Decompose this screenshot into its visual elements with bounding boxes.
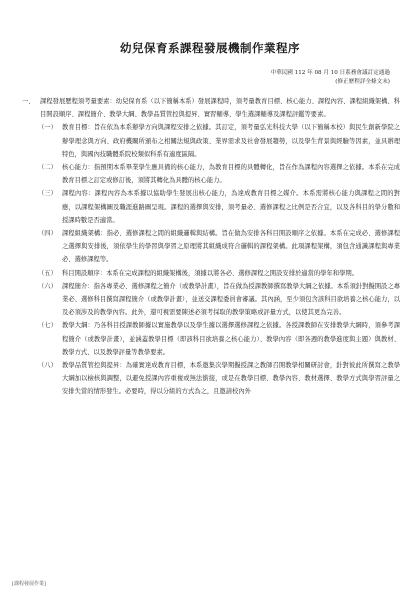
item-text: 核心能力：指預期本系畢業學生應具備的核心能力，為教育目標的具體轉化，旨在作為課程內容選擇之依據。本系在完成教育目標之訂定或修訂後，須將其轉化為具體的核心能力。: [62, 164, 400, 185]
list-item: [22, 319, 400, 359]
item-number: （二）: [38, 164, 57, 172]
section-text: 課程發展歷程須考量要素：幼兒保育系（以下簡稱本系）發展課程時，須考量教育目標、核心能力、課程內容、課程組織架構、科目開設順序、課程簡介、教學大綱、教學品質管控與提昇、實習輔導、學生選課輔導及課程評鑑等要素。: [40, 98, 400, 119]
item-text: 課程簡介：指各專業必、選修課程之簡介（或教學計畫），旨在做為授課教師撰寫教學大綱之依據。本系須針對擬開設之專業必、選修科目撰寫課程簡介（或教學計畫），並送交課程委員會審議。其內涵，至少須包含該科目欲培養之核心能力，以及必須涉及的教學內容。此外，還可視需要陳述必須考採取的教學策略或評量方式，以使其更為完善。: [62, 282, 400, 317]
list-item: [22, 267, 400, 280]
list-item: [22, 121, 400, 161]
item-number: （五）: [38, 269, 57, 277]
item-number: （六）: [38, 282, 57, 290]
item-text: 教學品質管控與提昇：為確實達成教育目標，本系邀集次學期擬授課之教師召開教學相關研討會，針對彼此所撰寫之教學大綱加以檢核與調整，以避免授課內容重複或無法銜接，或是在教學目標、教學內容、教材選擇、教學方式與學習評量之安排失當的情形發生。必要時，得以分組的方式為之，且邀請校內外: [62, 362, 400, 396]
item-text: 課程內容：課程內容為本系據以協助學生發展出核心能力，為達成教育目標之媒介。本系需將核心能力與課程之間的對應，以課程架構圖及職涯進路圖呈現。課程的選擇與安排，須考量必、選修課程之比例是否合宜，以及各科目的學分數和授課時數是否適當。: [62, 190, 400, 224]
document-body: [22, 95, 400, 399]
revision-note: (修正歷程詳全條文末): [335, 79, 390, 85]
item-number: （八）: [38, 362, 57, 370]
item-number: （三）: [38, 190, 57, 198]
section-1: [22, 95, 400, 121]
document-title: 幼兒保育系課程發展機制作業程序: [120, 41, 300, 55]
item-text: 教育目標：旨在依為本系辦學方向與課程安排之依據。其訂定，須考量弘光科技大學（以下簡稱本校）與民生創新學院之辦學理念與方向、政府機關所頒布之相關法規與政策、業界需求及社會發展趨勢，以及學生背景與經驗等因素，並具辦理特色，與國內技職體系院校類似科系有適度區隔。: [62, 124, 400, 158]
section-number: 一、: [22, 98, 35, 105]
list-item: [22, 227, 400, 267]
item-text: 科目開設順序：本系在完成課程的組織架構後，須據以將各必、選修課程之開設安排於適當的學年和學期。: [62, 269, 358, 277]
item-text: 教學大綱：乃各科目授課教師據以實施教學以及學生據以選擇選修課程之依據。各授課教師在安排教學大綱時，須參考課程簡介（或教學計畫），並涵蓋教學目標（即該科目欲培養之核心能力）、教學內容（即各週的教學進度與主題）與教材、教學方式、以及教學評量等教學要素。: [62, 322, 400, 356]
approval-line: 中華民國 112 年 08 月 10 日系務會議訂定通過: [270, 70, 390, 76]
item-number: （七）: [38, 322, 57, 330]
page-footer: [課程發展作業]: [12, 581, 46, 587]
list-item: [22, 187, 400, 227]
list-item: [22, 280, 400, 320]
list-item: [22, 359, 400, 399]
list-item: [22, 161, 400, 187]
item-number: （一）: [38, 124, 57, 132]
item-number: （四）: [38, 230, 57, 238]
item-text: 課程組織架構：指必、選修課程之間的組織邏輯與結構。旨在做為安排各科目開設順序之依據。本系在完成必、選修課程之選擇與安排後，須依學生的學習與學習之原理將其組織成符合邏輯的課程架構。此項課程架構，須包含通識課程與專業必、選修課程等。: [62, 230, 400, 264]
